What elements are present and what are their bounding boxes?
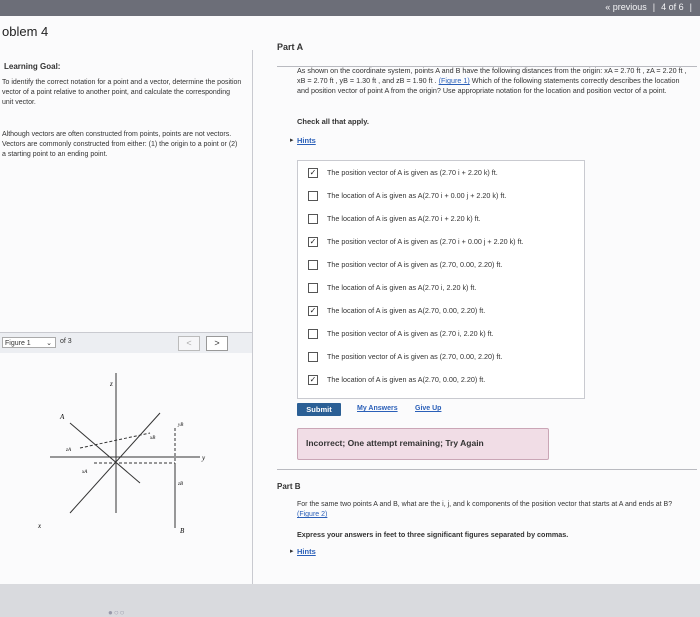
option-row[interactable] — [308, 167, 498, 179]
zB-label: zB — [178, 482, 183, 487]
y-label: y — [202, 454, 206, 462]
point-A-label: A — [60, 413, 65, 421]
triangle-right-icon: ▸ — [290, 548, 294, 555]
answer-options — [297, 160, 585, 399]
problem-navigation — [605, 2, 692, 12]
option-text: The location of A is given as A(2.70 i, 2.20 k) ft. — [327, 283, 477, 292]
z-label: z — [110, 380, 113, 388]
give-up-link[interactable]: Give Up — [415, 405, 442, 412]
option-text: The position vector of A is given as (2.70, 0.00, 2.20) ft. — [327, 352, 503, 361]
part-b-divider — [277, 469, 697, 470]
figure-prev-button[interactable]: < — [178, 336, 200, 351]
option-row[interactable] — [308, 374, 485, 386]
problem-title: oblem 4 — [2, 24, 49, 39]
express-instruction: Express your answers in feet to three significant figures separated by commas. — [297, 530, 569, 539]
figure-2-link[interactable]: (Figure 2) — [297, 511, 328, 518]
checkbox[interactable] — [308, 260, 318, 270]
part-b-label: Part B — [277, 482, 301, 491]
figure-area — [0, 353, 252, 617]
option-text: The position vector of A is given as (2.70, 0.00, 2.20) ft. — [327, 260, 503, 269]
problem-title-bar — [0, 16, 700, 51]
option-row[interactable] — [308, 236, 524, 248]
checkbox-checked[interactable]: ✓ — [309, 237, 317, 246]
feedback-text: Incorrect; One attempt remaining; Try Again — [306, 438, 484, 448]
nav-separator: | — [652, 2, 656, 12]
checkbox[interactable] — [308, 191, 318, 201]
option-text: The position vector of A is given as (2.70 i, 2.20 k) ft. — [327, 329, 494, 338]
xA-label: xA — [82, 470, 88, 475]
option-text: The location of A is given as A(2.70 i + 0.00 j + 2.20 k) ft. — [327, 191, 507, 200]
checkbox[interactable] — [308, 352, 318, 362]
part-b-prompt — [297, 500, 693, 520]
next-link[interactable]: | — [689, 2, 692, 12]
left-panel — [0, 50, 253, 617]
option-row[interactable] — [308, 190, 506, 202]
part-b-prompt-text: For the same two points A and B, what are the i, j, and k components of the position vector that starts at A and ends at B? — [297, 501, 673, 508]
checkbox-checked[interactable]: ✓ — [309, 168, 317, 177]
option-row[interactable] — [308, 351, 502, 363]
hints-link[interactable]: Hints — [297, 136, 316, 145]
figure-page-dots[interactable]: ●○○ — [108, 608, 126, 617]
right-panel — [253, 42, 700, 584]
problem-position: 4 of 6 — [661, 2, 684, 12]
option-text: The position vector of A is given as (2.70 i + 0.00 j + 2.20 k) ft. — [327, 237, 524, 246]
figure-count: of 3 — [60, 338, 72, 345]
option-row[interactable] — [308, 282, 476, 294]
option-row[interactable] — [308, 213, 481, 225]
checkbox-checked[interactable]: ✓ — [309, 306, 317, 315]
option-text: The location of A is given as A(2.70, 0.00, 2.20) ft. — [327, 306, 486, 315]
checkbox-checked[interactable]: ✓ — [309, 375, 317, 384]
part-a-prompt-line2: Which of the following statements correctly describes the location and position vector of point A from the origin? Use appropriate notation for the location and position vector of a point. — [297, 76, 680, 95]
learning-goal-text: To identify the correct notation for a point and a vector, determine the position vector of a point relative to another point, and calculate the corresponding unit vector. — [2, 79, 242, 106]
part-a-label: Part A — [277, 42, 304, 52]
coordinate-diagram — [0, 353, 252, 584]
zA-label: zA — [66, 448, 71, 453]
top-nav-bar — [0, 0, 700, 16]
option-row[interactable] — [308, 328, 494, 340]
learning-goal-text-2: Although vectors are often constructed from points, points are not vectors. Vectors are commonly constructed from either: (1) the origin to a point or (2) a starting point to an ending point. — [2, 131, 238, 158]
checkbox[interactable] — [308, 214, 318, 224]
hints-link-part-b[interactable]: Hints — [297, 547, 316, 556]
figure-select-value: Figure 1 — [5, 340, 31, 347]
submit-button[interactable]: Submit — [297, 403, 341, 416]
figure-next-button[interactable]: > — [206, 336, 228, 351]
learning-goal-title: Learning Goal: — [4, 62, 61, 71]
option-text: The location of A is given as A(2.70 i + 2.20 k) ft. — [327, 214, 481, 223]
point-B-label: B — [180, 527, 185, 535]
previous-link[interactable]: « previous — [605, 2, 647, 12]
x-label: x — [38, 522, 42, 530]
feedback-box — [297, 428, 549, 460]
option-text: The location of A is given as A(2.70, 0.00, 2.20) ft. — [327, 375, 486, 384]
checkbox[interactable] — [308, 329, 318, 339]
option-row[interactable] — [308, 259, 502, 271]
part-a-prompt-line1: As shown on the coordinate system, points A and B have the following distances from the origin: xA = 2.70 ft , zA = 2.20 ft , xB = 2.70 ft , yB = 1.30 ft , and zB = 1.90 ft . — [297, 66, 687, 85]
check-all-instruction: Check all that apply. — [297, 117, 369, 126]
option-text: The position vector of A is given as (2.70 i + 2.20 k) ft. — [327, 168, 498, 177]
figure-1-link[interactable]: (Figure 1) — [438, 76, 470, 85]
chevron-down-icon: ⌄ — [46, 340, 52, 347]
checkbox[interactable] — [308, 283, 318, 293]
xB-label: xB — [150, 436, 156, 441]
my-answers-link[interactable]: My Answers — [357, 405, 398, 412]
figure-select[interactable] — [2, 337, 56, 348]
yB-label: yB — [178, 423, 184, 428]
figure-toolbar — [0, 332, 252, 354]
triangle-right-icon: ▸ — [290, 137, 294, 144]
part-a-prompt — [297, 66, 693, 96]
option-row[interactable] — [308, 305, 485, 317]
